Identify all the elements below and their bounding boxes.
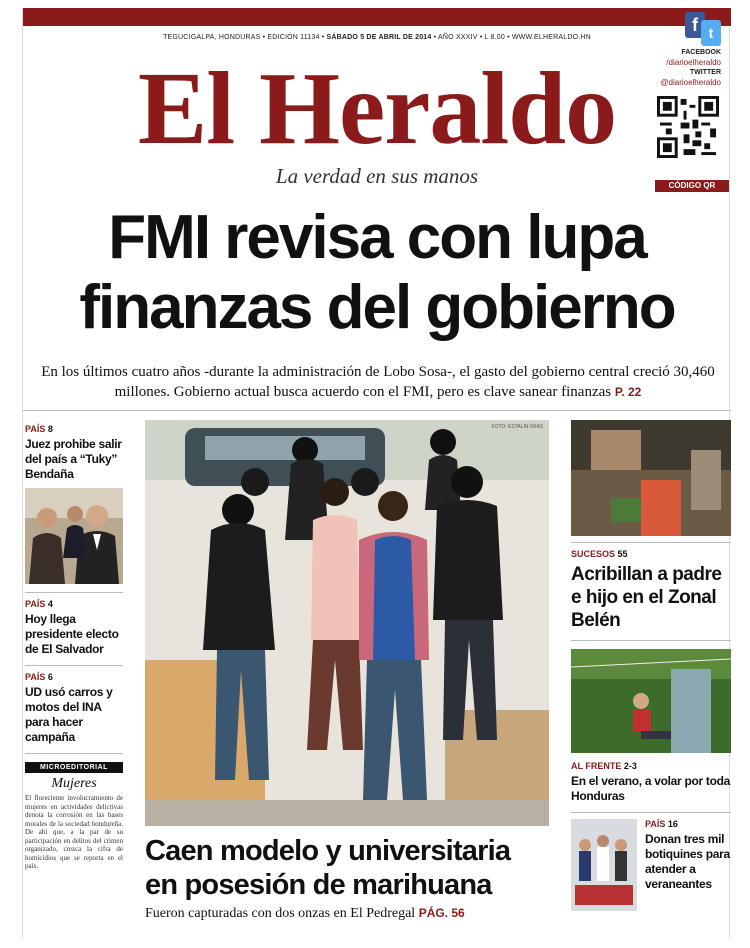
microeditorial — [25, 762, 123, 871]
story3-section — [25, 672, 123, 682]
lead-headline-line2: finanzas del gobierno — [79, 273, 675, 342]
lead-deck-text: En los últimos cuatro años -durante la administración de Lobo Sosa-, el gasto del gobierno central creció 30,460 millones. Gobierno actual busca acuerdo con el FMI, pero es clave sanear finanzas — [41, 364, 715, 400]
left-divider-1 — [25, 592, 123, 593]
right-photo-2[interactable] — [571, 649, 731, 753]
officials-photo-icon — [25, 488, 123, 584]
rstory1-section-name: SUCESOS — [571, 549, 616, 559]
facebook-icon[interactable]: f — [685, 12, 705, 38]
story3-section-page: 6 — [47, 672, 53, 682]
top-rule — [23, 8, 731, 26]
twitter-icon[interactable]: t — [701, 20, 721, 46]
rstory3-section-name: PAÍS — [645, 819, 666, 829]
story2-section-page: 4 — [47, 599, 53, 609]
microeditorial-header: MICROEDITORIAL — [25, 762, 123, 773]
social-block — [651, 12, 721, 88]
qr-label: CÓDIGO QR — [655, 180, 729, 192]
center-headline[interactable] — [145, 834, 563, 902]
lead-page-ref[interactable]: P. 22 — [614, 385, 642, 399]
rstory3-headline[interactable]: Donan tres mil botiquines para atender a veraneantes — [645, 832, 730, 891]
rstory3 — [571, 819, 731, 911]
rstory3-text — [645, 819, 731, 911]
rstory3-section — [645, 819, 731, 829]
microeditorial-body: El floreciente involucramiento de mujeres en actividades delictivas denota la corrosión en las bases morales de la sociedad hondureña. De ahí que, a la par de su participación en delitos del crimen organizado, crezca la cifra de homicidios que se reporta en el país. — [25, 794, 123, 870]
center-page-ref[interactable]: PÁG. 56 — [418, 906, 465, 920]
center-headline-line1: Caen modelo y universitaria — [145, 835, 511, 867]
facebook-label: FACEBOOK — [681, 49, 721, 56]
twitter-handle[interactable]: @diarioelheraldo — [660, 78, 721, 87]
masthead-title[interactable]: El Heraldo — [137, 51, 617, 166]
center-subhead-text: Fueron capturadas con dos onzas en El Pedregal — [145, 906, 416, 921]
arrest-photo-icon — [145, 420, 549, 826]
center-subhead — [145, 904, 563, 923]
dateline-prefix: TEGUCIGALPA, HONDURAS • EDICIÓN 11134 • — [163, 34, 327, 41]
zipline-photo-icon — [571, 649, 731, 753]
dateline — [23, 34, 731, 41]
right-divider-1 — [571, 542, 731, 543]
right-divider-3 — [571, 812, 731, 813]
rstory2-section-name: AL FRENTE — [571, 761, 622, 771]
lead-deck — [33, 362, 723, 402]
story1-photo[interactable] — [25, 488, 123, 584]
donation-photo-icon — [571, 819, 637, 911]
masthead-tagline: La verdad en sus manos — [275, 164, 479, 188]
rstory2-headline[interactable]: En el verano, a volar por toda Honduras — [571, 774, 731, 803]
dateline-suffix: • AÑO XXXIV • L 8.00 • WWW.ELHERALDO.HN — [431, 34, 591, 41]
microeditorial-title: Mujeres — [51, 776, 97, 791]
social-icons — [651, 12, 721, 46]
rstory2-section — [571, 761, 731, 771]
story3-headline[interactable]: UD usó carros y motos del INA para hacer campaña — [25, 685, 113, 744]
left-divider-3 — [25, 753, 123, 754]
story1-section — [25, 424, 123, 434]
front-page — [22, 8, 730, 940]
story3-section-name: PAÍS — [25, 672, 46, 682]
divider — [23, 410, 731, 411]
main-photo[interactable] — [145, 420, 549, 826]
right-photo-1[interactable] — [571, 420, 731, 536]
left-column — [25, 424, 123, 871]
rstory3-section-page: 16 — [667, 819, 678, 829]
crime-scene-photo-icon — [571, 420, 731, 536]
rstory2-section-page: 2-3 — [623, 761, 637, 771]
right-photo-3[interactable] — [571, 819, 637, 911]
qr-block — [655, 96, 721, 168]
twitter-label: TWITTER — [689, 69, 721, 76]
photo-credit: FOTO: ESTALIN IRÍAS — [491, 424, 543, 430]
rstory1-section-page: 55 — [617, 549, 628, 559]
center-column — [145, 420, 563, 923]
story1-section-name: PAÍS — [25, 424, 46, 434]
story1-section-page: 8 — [47, 424, 53, 434]
story2-headline[interactable]: Hoy llega presidente electo de El Salvador — [25, 612, 119, 656]
qr-code-icon[interactable] — [655, 96, 721, 158]
story1-headline[interactable]: Juez prohibe salir del país a “Tuky” Bendaña — [25, 437, 122, 481]
story2-section — [25, 599, 123, 609]
left-divider-2 — [25, 665, 123, 666]
facebook-handle[interactable]: /diarioelheraldo — [666, 58, 721, 67]
center-headline-line2: en posesión de marihuana — [145, 869, 492, 901]
dateline-date: SÁBADO 5 DE ABRIL DE 2014 — [326, 34, 432, 41]
rstory1-headline[interactable]: Acribillan a padre e hijo en el Zonal Belén — [571, 564, 722, 631]
story2-section-name: PAÍS — [25, 599, 46, 609]
right-divider-2 — [571, 640, 731, 641]
rstory1-section — [571, 549, 731, 559]
lead-headline[interactable] — [23, 203, 731, 343]
lead-headline-line1: FMI revisa con lupa — [108, 203, 646, 272]
right-column — [571, 420, 731, 911]
